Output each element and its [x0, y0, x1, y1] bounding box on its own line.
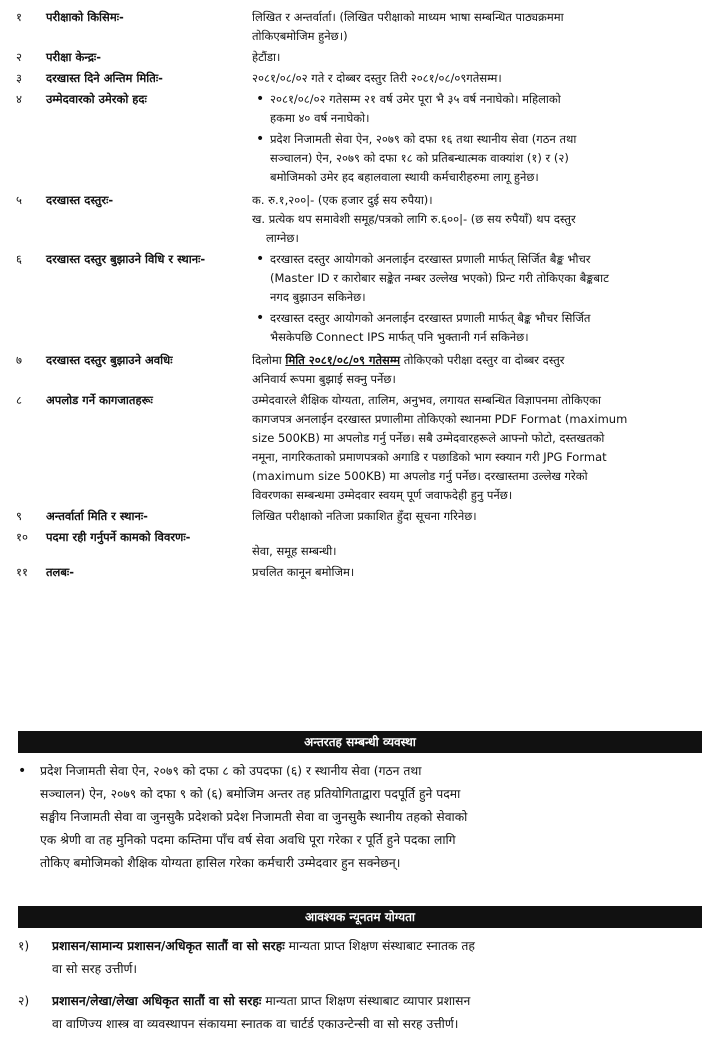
item-number: ९ [16, 509, 22, 523]
item-number: १ [16, 10, 22, 24]
value-line: • दरखास्त दस्तुर आयोगको अनलाईन दरखास्त प्रणाली मार्फत् बैङ्क भौचर सिर्जित [270, 311, 591, 325]
value-text: दिलोमा [252, 353, 286, 367]
value-line: बमोजिमको उमेर हद बहालवाला स्थायी कर्मचारीहरुमा लागू हुनेछ। [270, 170, 539, 184]
value-line: सञ्चालन) ऐन, २०७९ को दफा १८ को प्रतिबन्धात्मक वाक्यांश (१) र (२) [270, 151, 569, 165]
table-row [12, 507, 712, 528]
item-value [252, 563, 712, 584]
value-line: ख. प्रत्येक थप समावेशी समूह/पत्रको लागि रु.६००|- (छ सय रुपैयाँ) थप दस्तुर [252, 212, 576, 226]
item-value [252, 69, 712, 90]
bullet-dot: • [18, 763, 27, 779]
bullet-list [252, 250, 712, 347]
value-line: नमूना, नागरिकताको प्रमाणपत्रको अगाडि र पछाडिको भाग स्क्यान गरी JPG Format [252, 450, 607, 464]
value-line: २०८१/०८/०२ गते र दोब्बर दस्तुर तिरी २०८१/०८/०९गतेसम्म। [252, 71, 502, 85]
table-row [12, 90, 712, 191]
qualification-text: मान्यता प्राप्त शिक्षण संस्थाबाट स्नातक तह [284, 939, 475, 953]
item-number: २ [16, 50, 22, 64]
table-row [12, 250, 712, 351]
item-value [252, 90, 712, 191]
item-value [252, 250, 712, 351]
value-line: (maximum size 500KB) मा अपलोड गर्नु पर्नेछ। दरखास्तमा उल्लेख गरेको [252, 469, 588, 483]
qualification-number: २) [18, 994, 30, 1008]
item-number: ६ [16, 252, 22, 266]
table-row [12, 191, 712, 250]
paragraph-line: तोकिए बमोजिमको शैक्षिक योग्यता हासिल गरेका कर्मचारी उम्मेदवार हुन सक्नेछन्। [40, 856, 401, 870]
table-row [12, 8, 712, 48]
item-label: पदमा रही गर्नुपर्ने कामको विवरणः- [46, 530, 191, 544]
item-number: ४ [16, 92, 22, 106]
bullet-list [252, 90, 712, 187]
item-number: ११ [16, 565, 28, 579]
item-value [252, 528, 712, 563]
item-label: अपलोड गर्ने कागजातहरूः [46, 393, 153, 407]
table-row [12, 69, 712, 90]
table-row [12, 391, 712, 507]
value-line: size 500KB) मा अपलोड गर्नु पर्नेछ। सबै उम्मेदवारहरूले आफ्नो फोटो, दस्तखतको [252, 431, 605, 445]
item-value [252, 48, 712, 69]
qualification-text: मान्यता प्राप्त शिक्षण संस्थाबाट व्यापार प्रशासन [261, 994, 471, 1008]
value-line: हेटौंडा। [252, 50, 281, 64]
paragraph-line: प्रदेश निजामती सेवा ऐन, २०७९ को दफा ८ को उपदफा (६) र स्थानीय सेवा (गठन तथा [40, 764, 422, 778]
item-label: दरखास्त दस्तुर बुझाउने विधि र स्थानः- [46, 252, 206, 266]
bullet-item [270, 130, 712, 187]
value-line: क. रु.१,२००|- (एक हजार दुई सय रुपैया)। [252, 193, 433, 207]
inter-level-paragraph [18, 760, 702, 875]
item-number: ३ [16, 71, 22, 85]
section-heading-min-qualification: आवश्यक न्यूनतम योग्यता [18, 906, 702, 928]
qualification-item [18, 935, 702, 981]
value-line: अनिवार्य रूपमा बुझाई सक्नु पर्नेछ। [252, 372, 396, 386]
value-line: लाग्नेछ। [266, 231, 299, 245]
value-line: सेवा, समूह सम्बन्धी। [252, 544, 337, 558]
value-line: लिखित परीक्षाको नतिजा प्रकाशित हुँदा सूचना गरिनेछ। [252, 509, 477, 523]
value-line: तोकिएबमोजिम हुनेछ।) [252, 29, 348, 43]
item-label: परीक्षा केन्द्रः- [46, 50, 102, 64]
qualification-continuation: वा वाणिज्य शास्त्र वा व्यवस्थापन संकायमा स्नातक वा चार्टर्ड एकाउन्टेन्सी वा सो सरह उत्तीर्ण। [52, 1017, 459, 1031]
item-label: तलबः- [46, 565, 75, 579]
value-line: • २०८१/०८/०२ गतेसम्म २१ वर्ष उमेर पूरा भै ३५ वर्ष ननाघेको। महिलाको [270, 92, 561, 106]
value-line: विवरणका सम्बन्धमा उम्मेदवार स्वयम् पूर्ण जवाफदेही हुनु पर्नेछ। [252, 488, 513, 502]
paragraph-line: सञ्चालन) ऐन, २०७९ को दफा ९ को (६) बमोजिम अन्तर तह प्रतियोगिताद्वारा पदपूर्ति हुने पदमा [40, 787, 461, 801]
table-row [12, 563, 712, 584]
value-line: प्रचलित कानून बमोजिम। [252, 565, 355, 579]
value-line: उम्मेदवारले शैक्षिक योग्यता, तालिम, अनुभव, लगायत सम्बन्धित विज्ञापनमा तोकिएका [252, 393, 601, 407]
item-number: ८ [16, 393, 22, 407]
item-label: उम्मेदवारको उमेरको हदः [46, 92, 147, 106]
table-row [12, 528, 712, 563]
value-line [252, 351, 712, 370]
table-row [12, 48, 712, 69]
item-label: दरखास्त दस्तुरः- [46, 193, 114, 207]
item-number: ५ [16, 193, 22, 207]
qualification-title: प्रशासन/सामान्य प्रशासन/अधिकृत सातौं वा सो सरहः [52, 939, 285, 953]
item-value [252, 507, 712, 528]
item-number: १० [16, 530, 28, 544]
deadline-date: मिति २०८१/०८/०९ गतेसम्म [285, 353, 401, 367]
qualification-continuation: वा सो सरह उत्तीर्ण। [52, 962, 138, 976]
qualification-item [18, 990, 702, 1036]
item-value [252, 391, 712, 507]
value-line: (Master ID र कारोबार सङ्केत नम्बर उल्लेख भएको) प्रिन्ट गरी तोकिएका बैङ्कबाट [270, 271, 609, 285]
value-line: भैसकेपछि Connect IPS मार्फत् पनि भुक्तानी गर्न सकिनेछ। [270, 330, 529, 344]
section-heading-inter-level: अन्तरतह सम्बन्धी व्यवस्था [18, 731, 702, 753]
item-value [252, 351, 712, 391]
bullet-item [270, 250, 712, 307]
details-table [12, 8, 712, 584]
bullet-item [270, 309, 712, 347]
qualification-title: प्रशासन/लेखा/लेखा अधिकृत सातौं वा सो सरहः [52, 994, 262, 1008]
value-text: तोकिएको परीक्षा दस्तुर वा दोब्बर दस्तुर [400, 353, 565, 367]
item-label: परीक्षाको किसिमः- [46, 10, 124, 24]
item-label: दरखास्त दिने अन्तिम मितिः- [46, 71, 163, 85]
bullet-item [270, 90, 712, 128]
paragraph-line: सङ्घीय निजामती सेवा वा जुनसुकै प्रदेशको प्रदेश निजामती सेवा वा जुनसुकै स्थानीय तहको सेवाको [40, 810, 468, 824]
value-line: लिखित र अन्तर्वार्ता। (लिखित परीक्षाको माध्यम भाषा सम्बन्धित पाठ्यक्रममा [252, 10, 564, 24]
value-line: कागजपत्र अनलाईन दरखास्त प्रणालीमा तोकिएको स्थानमा PDF Format (maximum [252, 412, 628, 426]
value-line: • दरखास्त दस्तुर आयोगको अनलाईन दरखास्त प्रणाली मार्फत् सिर्जित बैङ्क भौचर [270, 252, 591, 266]
item-value [252, 8, 712, 48]
paragraph-line: एक श्रेणी वा तह मुनिको पदमा कम्तिमा पाँच वर्ष सेवा अवधि पूरा गरेका र पूर्ति हुने पदका लागि [40, 833, 456, 847]
value-line: • प्रदेश निजामती सेवा ऐन, २०७९ को दफा १६ तथा स्थानीय सेवा (गठन तथा [270, 132, 577, 146]
item-label: दरखास्त दस्तुर बुझाउने अवधिः [46, 353, 173, 367]
qualification-number: १) [18, 939, 30, 953]
item-value [252, 191, 712, 250]
value-line: हकमा ४० वर्ष ननाघेको। [270, 111, 370, 125]
item-number: ७ [16, 353, 22, 367]
value-line: नगद बुझाउन सकिनेछ। [270, 290, 366, 304]
table-row [12, 351, 712, 391]
item-label: अन्तर्वार्ता मिति र स्थानः- [46, 509, 148, 523]
